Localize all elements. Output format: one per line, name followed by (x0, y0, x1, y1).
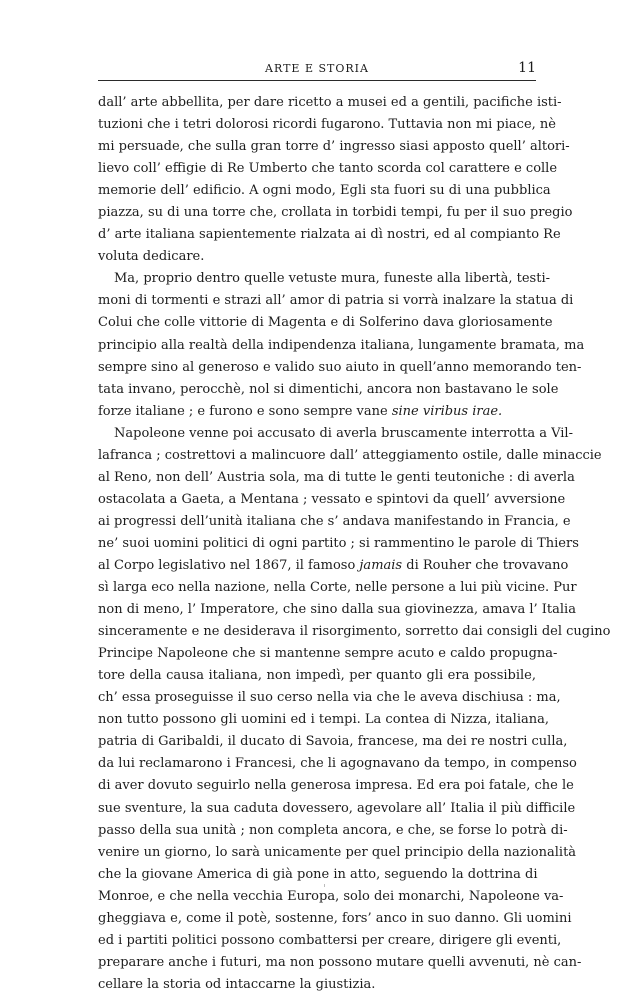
text-line (98, 775, 574, 797)
text-line (98, 974, 536, 996)
text-line (98, 202, 573, 224)
text-line (98, 753, 577, 775)
text-segment: Monroe, e che nella vecchia Europa, solo dei monarchi, Napoleone va- (98, 888, 564, 904)
text-segment: dall’ arte abbellita, per dare ricetto a musei ed a gentili, pacifiche isti- (98, 95, 562, 110)
text-line (98, 92, 562, 114)
text-segment: al Corpo legislativo nel 1867, il famoso (98, 557, 360, 573)
text-line (98, 952, 582, 974)
text-line (98, 820, 568, 842)
text-segment: Ma, proprio dentro quelle vetuste mura, funeste alla libertà, testi- (114, 271, 551, 287)
text-line (98, 489, 566, 511)
text-segment: Principe Napoleone che si mantenne sempre acuto e caldo propugna- (98, 646, 558, 662)
text-segment: sinceramente e ne desiderava il risorgimento, sorretto dai consigli del cugino (98, 624, 611, 640)
text-segment: che la giovane America di già pone in atto, seguendo la dottrina di (98, 866, 538, 882)
body-text (98, 92, 611, 996)
text-segment: voluta dedicare. (98, 249, 205, 265)
text-segment: piazza, su di una torre che, crollata in torbidi tempi, fu per il suo pregio (98, 205, 573, 221)
text-line (98, 511, 571, 533)
text-segment: ch’ essa proseguisse il suo cerso nella via che le aveva dischiusa : ma, (98, 690, 561, 706)
text-segment: ne’ suoi uomini politici di ogni partito ; si rammentino le parole di Thiers (98, 535, 579, 551)
text-line (98, 930, 562, 952)
text-segment: Colui che colle vittorie di Magenta e di Solferino dava gloriosamente (98, 315, 553, 331)
text-line (98, 621, 611, 643)
text-line (98, 643, 558, 665)
italic-text: sine viribus irae. (391, 403, 503, 419)
running-head (98, 60, 536, 81)
text-line (98, 687, 561, 709)
text-line (98, 798, 576, 820)
text-line (98, 290, 574, 312)
text-line (98, 114, 556, 136)
text-line (98, 709, 550, 731)
text-segment: sì larga eco nella nazione, nella Corte, nelle persone a lui più vicine. Pur (98, 580, 577, 596)
text-line (98, 445, 602, 467)
text-line (98, 357, 582, 379)
text-line (98, 467, 575, 489)
text-segment: passo della sua unità ; non completa ancora, e che, se forse lo potrà di- (98, 822, 568, 838)
text-line (98, 312, 553, 334)
text-segment: di aver dovuto seguirlo nella generosa impresa. Ed era poi fatale, che le (98, 778, 574, 794)
text-line (98, 842, 577, 864)
text-segment: non di meno, l’ Imperatore, che sino dalla sua giovinezza, amava l’ Italia (98, 602, 576, 618)
text-line (98, 886, 564, 908)
text-segment: patria di Garibaldi, il ducato di Savoia, francese, ma dei re nostri culla, (98, 734, 568, 750)
text-segment: cellare la storia od intaccarne la giustizia. (98, 976, 376, 992)
text-segment: moni di tormenti e strazi all’ amor di patria si vorrà inalzare la statua di (98, 293, 574, 309)
text-segment: venire un giorno, lo sarà unicamente per quel principio della nazionalità (98, 844, 577, 860)
text-segment: gheggiava e, come il potè, sostenne, fors’ anco in suo danno. Gli uomini (98, 910, 572, 926)
running-head-title: ARTE E STORIA (265, 62, 369, 75)
text-segment: al Reno, non dell’ Austria sola, ma di tutte le genti teutoniche : di averla (98, 469, 575, 485)
text-line (98, 401, 536, 423)
text-segment: memorie dell’ edificio. A ogni modo, Egli sta fuori su di una pubblica (98, 183, 551, 199)
text-segment: ed i partiti politici possono combattersi per creare, dirigere gli eventi, (98, 932, 562, 948)
text-segment: tore della causa italiana, non impedì, per quanto gli era possibile, (98, 668, 536, 684)
text-segment: da lui reclamarono i Francesi, che li agognavano da tempo, in compenso (98, 756, 577, 772)
text-segment: lafranca ; costrettovi a malincuore dall’ atteggiamento ostile, dalle minaccie (98, 447, 602, 463)
text-segment: tata invano, perocchè, nol si dimentichi, ancora non bastavano le sole (98, 381, 559, 397)
text-segment: sue sventure, la sua caduta dovessero, agevolare all’ Italia il più difficile (98, 800, 576, 816)
text-segment: preparare anche i futuri, ma non possono mutare quelli avvenuti, nè can- (98, 954, 582, 970)
text-line (98, 665, 536, 687)
text-segment: tuzioni che i tetri dolorosi ricordi fugarono. Tuttavia non mi piace, nè (98, 117, 556, 133)
text-line (98, 180, 551, 202)
page-number: 11 (518, 60, 536, 76)
text-line (98, 268, 551, 290)
text-line (98, 908, 572, 930)
text-segment: lievo coll’ effigie di Re Umberto che tanto scorda col carattere e colle (98, 161, 558, 177)
text-line (98, 533, 579, 555)
text-segment: ai progressi dell’unità italiana che s’ andava manifestando in Francia, e (98, 513, 571, 529)
text-line (98, 864, 536, 886)
text-line (98, 577, 577, 599)
text-line (98, 379, 559, 401)
text-line (98, 158, 558, 180)
text-segment: principio alla realtà della indipendenza italiana, lungamente bramata, ma (98, 337, 585, 353)
text-segment: ostacolata a Gaeta, a Mentana ; vessato e spintovi da quell’ avversione (98, 491, 566, 507)
text-segment: Napoleone venne poi accusato di averla bruscamente interrotta a Vil- (114, 425, 573, 441)
text-segment: non tutto possono gli uomini ed i tempi. La contea di Nizza, italiana, (98, 712, 550, 728)
text-line (98, 246, 536, 268)
scan-mark (324, 884, 325, 887)
text-line (98, 335, 585, 357)
text-segment: di Rouher che trovavano (402, 557, 569, 573)
text-line (98, 555, 569, 577)
text-line (98, 423, 573, 445)
text-segment: sempre sino al generoso e valido suo aiuto in quell’anno memorando ten- (98, 359, 582, 375)
text-line (98, 731, 568, 753)
text-segment: d’ arte italiana sapientemente rialzata ai dì nostri, ed al compianto Re (98, 227, 561, 243)
italic-text: jamais (359, 557, 403, 573)
text-segment: forze italiane ; e furono e sono sempre vane (98, 403, 392, 419)
text-line (98, 599, 576, 621)
text-line (98, 136, 570, 158)
text-line (98, 224, 561, 246)
text-segment: mi persuade, che sulla gran torre d’ ingresso siasi apposto quell’ altori- (98, 139, 570, 155)
